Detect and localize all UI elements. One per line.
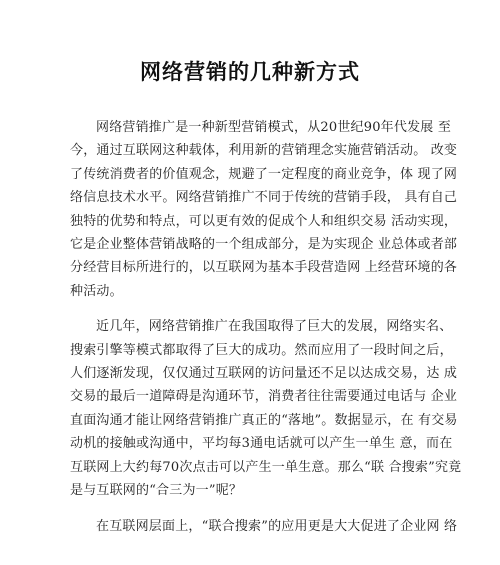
text-line: 是与互联网的“合三为一”呢？ [70,483,243,499]
text-line: 互联网上大约每70次点击可以产生一单生意。那么“联 合搜索”究竟 [70,459,462,475]
text-line: 它是企业整体营销战略的一个组成部分，是为实现企 业总体或者部 [70,237,458,253]
text-line: 分经营目标所进行的，以互联网为基本手段营造网 上经营环境的各 [70,260,458,276]
paragraph-2 [70,315,462,502]
text-line: 直面沟通才能让网络营销推广真正的“落地”。数据显示，在 有交易 [70,412,458,428]
text-line: 动机的接触或沟通中，平均每3通电话就可以产生一单生 意，而在 [70,436,453,452]
document-title: 网络营销的几种新方式 [140,60,360,84]
paragraph-1 [70,116,458,303]
text-line: 种活动。 [70,283,123,299]
text-line: 络信息技术水平。网络营销推广不同于传统的营销手段， 具有自己 [70,190,458,206]
text-line: 交易的最后一道障碍是沟通环节，消费者往往需要通过电话与 企业 [70,389,458,405]
text-line: 独特的优势和特点，可以更有效的促成个人和组织交易 活动实现， [70,213,458,229]
document-body [70,116,462,550]
text-line: 近几年，网络营销推广在我国取得了巨大的发展，网络实名、 [96,319,453,335]
text-line: 了传统消费者的价值观念，规避了一定程度的商业竞争，体 现了网 [70,166,458,182]
paragraph-3 [70,515,458,538]
text-line: 在互联网层面上，“联合搜索”的应用更是大大促进了企业网 络 [96,518,458,534]
text-line: 搜索引擎等模式都取得了巨大的成功。然而应用了一段时间之后， [70,342,453,358]
text-line: 今，通过互联网这种载体，利用新的营销理念实施营销活动。 改变 [70,143,458,159]
text-line: 人们逐渐发现，仅仅通过互联网的访问量还不足以达成交易，达 成 [70,366,458,382]
text-line: 网络营销推广是一种新型营销模式，从20世纪90年代发展 至 [96,120,452,135]
